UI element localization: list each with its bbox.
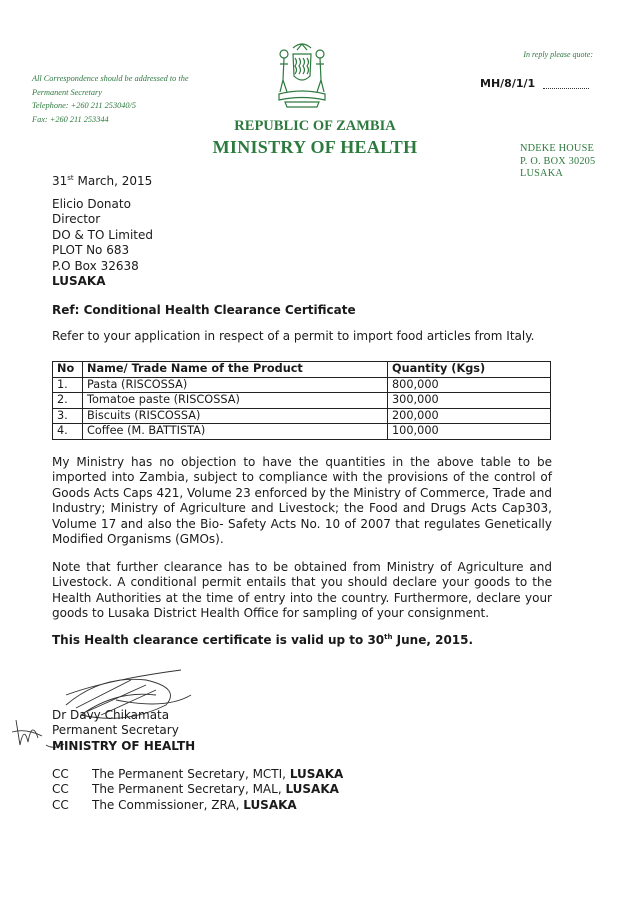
cc-label: CC: [52, 782, 69, 797]
correspondence-line: All Correspondence should be addressed to the: [32, 74, 189, 83]
republic-heading: REPUBLIC OF ZAMBIA: [234, 118, 396, 134]
validity-post: June, 2015.: [392, 633, 474, 647]
cell-no: 2.: [53, 393, 83, 409]
table-row: [53, 408, 551, 424]
cell-product: Pasta (RISCOSSA): [83, 377, 388, 393]
cc-city: LUSAKA: [285, 782, 339, 797]
products-table: [52, 361, 551, 440]
table-row: [53, 424, 551, 440]
cell-quantity: 800,000: [388, 377, 551, 393]
cc-row: [52, 798, 343, 813]
cc-recipient: The Commissioner, ZRA,: [92, 797, 244, 812]
date-rest: March, 2015: [73, 174, 153, 188]
cc-label: CC: [52, 797, 69, 812]
header-cell-no: No: [53, 362, 83, 378]
correspondence-line: Telephone: +260 211 253040/5: [32, 101, 137, 110]
cc-row: [52, 767, 343, 782]
recipient-line: Elicio Donato: [52, 197, 131, 211]
cc-city: LUSAKA: [289, 767, 344, 781]
clearance-paragraph: Note that further clearance has to be obtained from Ministry of Agriculture and Livestock. A conditional permit entails that you should declare your goods to the Health Authorities at the time of entry into the country. Furthermore, declare your goods to Lusaka District Health Office for sampling of your consignment.: [52, 560, 552, 621]
signer-name: Dr Davy Chikamata: [52, 708, 170, 722]
table-header-row: [53, 362, 551, 378]
intro-paragraph: Refer to your application in respect of a permit to import food articles from Italy.: [52, 329, 535, 343]
recipient-block: [52, 197, 153, 289]
cc-recipient: The Permanent Secretary, MAL,: [92, 782, 286, 797]
correspondence-line: Fax: +260 211 253344: [32, 114, 109, 124]
signer-block: [52, 708, 195, 754]
cc-text: [92, 767, 343, 782]
cc-row: [52, 782, 343, 797]
signer-title: Permanent Secretary: [52, 723, 179, 738]
cell-no: 1.: [53, 377, 83, 393]
objection-paragraph: My Ministry has no objection to have the quantities in the above table to be imported into Zambia, subject to compliance with the provisions of the control of Goods Acts Caps 421, Volume 23 enforced by the Ministry of Commerce, Trade and Industry; Ministry of Agriculture and Livestock; the Food and Drugs Acts Cap303, Volume 17 and also the Bio- Safety Acts No. 10 of 2007 that regulates Genetically Modified Organisms (GMOs).: [52, 455, 553, 547]
validity-sup: th: [384, 633, 393, 641]
cc-label: CC: [52, 767, 69, 781]
reference-underline: [543, 88, 589, 89]
address-line: NDEKE HOUSE: [520, 143, 594, 154]
cell-product: Coffee (M. BATTISTA): [83, 424, 388, 440]
correspondence-line: Permanent Secretary: [32, 87, 102, 97]
signer-org: MINISTRY OF HEALTH: [52, 738, 196, 753]
header-cell-quantity: Quantity (Kgs): [388, 362, 551, 378]
cell-quantity: 200,000: [388, 408, 551, 424]
cell-quantity: 300,000: [388, 393, 551, 409]
date-suffix: st: [67, 174, 74, 182]
ministry-heading: MINISTRY OF HEALTH: [212, 137, 418, 157]
cell-no: 3.: [53, 408, 83, 424]
validity-statement: [52, 633, 473, 647]
recipient-line: PLOT No 683: [52, 243, 130, 258]
table-row: [53, 377, 551, 393]
address-line: P. O. BOX 30205: [520, 155, 596, 167]
cc-recipient: The Permanent Secretary, MCTI,: [92, 767, 290, 781]
cell-quantity: 100,000: [388, 424, 551, 440]
cell-product: Biscuits (RISCOSSA): [83, 408, 388, 424]
coat-of-arms-icon: [273, 40, 331, 110]
recipient-line: Director: [52, 212, 101, 227]
table-row: [53, 393, 551, 409]
cc-text: [92, 782, 339, 797]
cc-city: LUSAKA: [243, 797, 297, 812]
recipient-line: P.O Box 32638: [52, 258, 139, 273]
reference-number: MH/8/1/1: [480, 77, 536, 90]
reply-quote-label: In reply please quote:: [523, 50, 593, 59]
cc-list: [52, 767, 343, 813]
cc-text: [92, 798, 297, 813]
address-line: LUSAKA: [520, 168, 563, 179]
cell-product: Tomatoe paste (RISCOSSA): [83, 393, 388, 409]
validity-pre: This Health clearance certificate is valid up to 30: [52, 633, 385, 647]
date-day: 31: [52, 174, 68, 188]
header-cell-product: Name/ Trade Name of the Product: [83, 362, 388, 378]
recipient-city: LUSAKA: [52, 274, 106, 289]
ministry-address: [520, 143, 595, 181]
cell-no: 4.: [53, 424, 83, 440]
recipient-line: DO & TO Limited: [52, 227, 154, 242]
subject-line: Ref: Conditional Health Clearance Certificate: [52, 303, 356, 317]
letter-date: [52, 174, 152, 188]
